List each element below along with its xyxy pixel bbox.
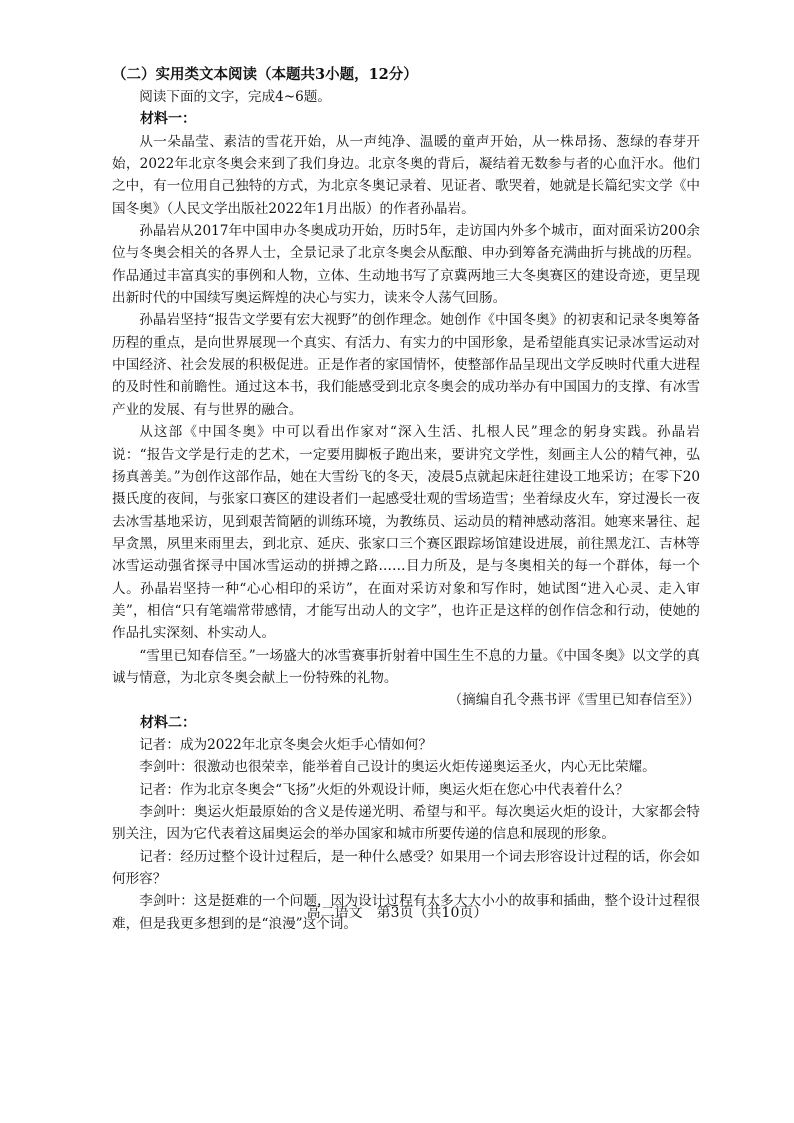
material-2-label: 材料二：: [140, 714, 196, 731]
material-1-paragraph: “雪里已知春信至。”一场盛大的冰雪赛事折射着中国生生不息的力量。《中国冬奥》以文学的真诚与情意，为北京冬奥会献上一份特殊的礼物。: [112, 647, 700, 686]
material-1-paragraph: 孙晶岩从2017年中国申办冬奥成功开始，历时5年，走访国内外多个城市，面对面采访200余位与冬奥会相关的各界人士，全景记录了北京冬奥会从酝酿、申办到筹备充满曲折与挑战的历程。作品通过丰富真实的事例和人物，立体、生动地书写了京冀两地三大冬奥赛区的建设奇迹，更呈现出新时代的中国续写奥运辉煌的决心与实力，读来令人荡气回肠。: [112, 223, 700, 307]
material-1-paragraph: 从一朵晶莹、素洁的雪花开始，从一声纯净、温暖的童声开始，从一株昂扬、葱绿的春芽开始，2022年北京冬奥会来到了我们身边。北京冬奥的背后，凝结着无数参与者的心血汗水。他们之中，有一位用自己独特的方式，为北京冬奥记录着、见证者、歌哭着，她就是长篇纪实文学《中国冬奥》（人民文学出版社2022年1月出版）的作者孙晶岩。: [112, 133, 700, 217]
interview-line: 记者：作为北京冬奥会“飞扬”火炬的外观设计师，奥运火炬在您心中代表着什么？: [139, 781, 629, 798]
material-1-label: 材料一：: [140, 111, 196, 128]
material-1-paragraph: 从这部《中国冬奥》中可以看出作家对“深入生活、扎根人民”理念的躬身实践。孙晶岩说：“报告文学是行走的艺术，一定要用脚板子跑出来，要讲究文学性，刻画主人公的精气神，弘扬真善美。”为创作这部作品，她在大雪纷飞的冬天，凌晨5点就起床赶往建设工地采访；在零下20摄氏度的夜间，与张家口赛区的建设者们一起感受壮观的雪场造雪；坐着绿皮火车，穿过漫长一夜去冰雪基地采访，见到艰苦简陋的训练环境，为教练员、运动员的精神感动落泪。她寒来暑往、起早贪黑，夙里来雨里去，到北京、延庆、张家口三个赛区跟踪场馆建设进展，前往黑龙江、吉林等冰雪运动强省探寻中国冰雪运动的拼搏之路……目力所及，是与冬奥相关的每一个群体，每一个人。孙晶岩坚持一种“心心相印的采访”，在面对采访对象和写作时，她试图“进入心灵、走入审美”，相信“只有笔端常带感情，才能写出动人的文字”，也许正是这样的创作信念和行动，使她的作品扎实深刻、朴实动人。: [112, 424, 700, 642]
material-1-source: （摘编自孔令燕书评《雪里已知春信至》）: [448, 692, 700, 709]
section-title: （二）实用类文本阅读（本题共3小题，12分）: [112, 66, 418, 83]
material-1-paragraph: 孙晶岩坚持“报告文学要有宏大视野”的创作理念。她创作《中国冬奥》的初衷和记录冬奥筹备历程的重点，是向世界展现一个真实、有活力、有实力的中国形象，是希望能真实记录冰雪运动对中国经济、社会发展的积极促进。正是作者的家国情怀，使整部作品呈现出文学反映时代重大进程的及时性和前瞻性。通过这本书，我们能感受到北京冬奥会的成功举办有中国国力的支撑、有冰雪产业的发展、有与世界的融合。: [112, 312, 700, 418]
interview-line: 李剑叶：这是挺难的一个问题，因为设计过程有太多大大小小的故事和插曲，整个设计过程很难，但是我更多想到的是“浪漫”这个词。: [112, 893, 700, 932]
interview-line: 李剑叶：很激动也很荣幸，能举着自己设计的奥运火炬传递奥运圣火，内心无比荣耀。: [139, 759, 656, 776]
document-body: [112, 64, 700, 935]
page-footer: 高二语文 第3页（共10页）: [306, 905, 488, 921]
interview-line: 记者：经历过整个设计过程后，是一种什么感受？如果用一个词去形容设计过程的话，你会如何形容？: [112, 848, 700, 888]
instruction: 阅读下面的文字，完成4~6题。: [139, 89, 331, 105]
interview-line: 记者：成为2022年北京冬奥会火炬手心情如何？: [139, 736, 433, 753]
interview-line: 李剑叶：奥运火炬最原始的含义是传递光明、希望与和平。每次奥运火炬的设计，大家都会特别关注，因为它代表着这届奥运会的举办国家和城市所要传递的信息和展现的形象。: [112, 804, 700, 843]
